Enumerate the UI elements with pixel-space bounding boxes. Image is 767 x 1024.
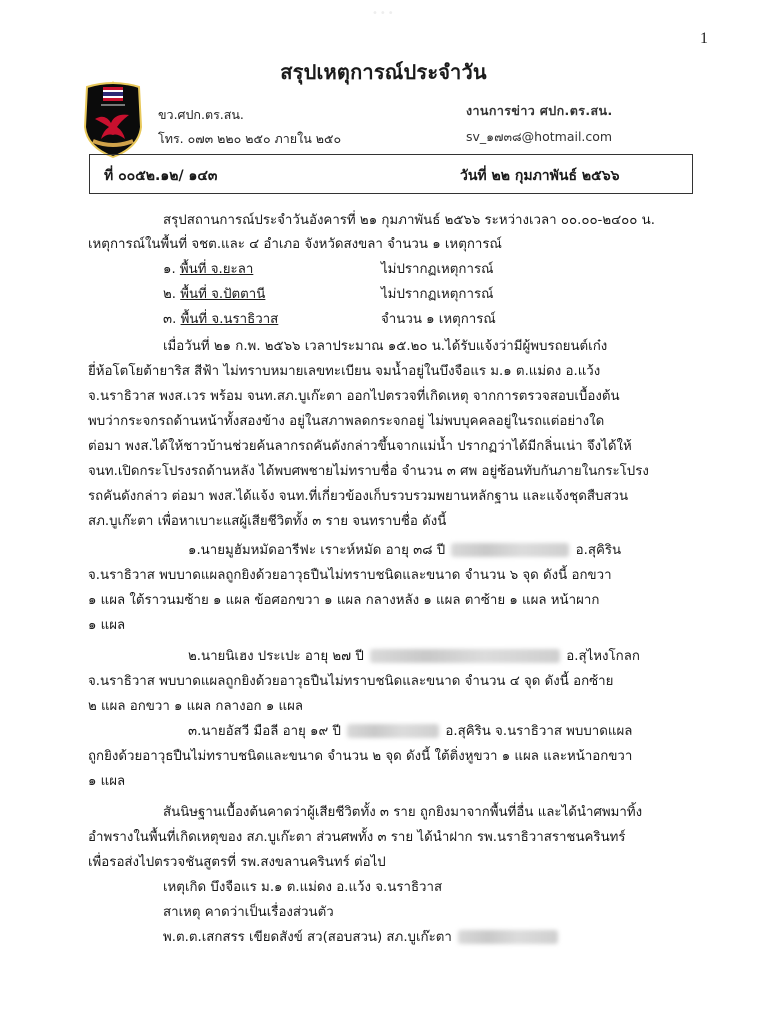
redacted-address: [370, 649, 560, 663]
incident-line: ยี่ห้อโตโยต้ายาริส สีฟ้า ไม่ทราบหมายเลขทะเบียน จมน้ำอยู่ในบึงจือแร ม.๑ ต.แม่ดง อ.แว้ง: [88, 364, 601, 379]
area-label: พื้นที่ จ.ปัตตานี: [180, 287, 266, 302]
victim-detail-line: จ.นราธิวาส พบบาดแผลถูกยิงด้วยอาวุธปืนไม่ทราบชนิดและขนาด จำนวน ๖ จุด ดังนี้ อกขวา: [88, 568, 612, 583]
victim-detail-line: ๒ แผล อกขวา ๑ แผล กลางอก ๑ แผล: [88, 699, 304, 714]
victim-1-heading: [188, 539, 621, 564]
summary-line: สรุปสถานการณ์ประจำวันอังคารที่ ๒๑ กุมภาพันธ์ ๒๕๖๖ ระหว่างเวลา ๐๐.๐๐-๒๔๐๐ น.: [163, 213, 655, 228]
document-title: สรุปเหตุการณ์ประจำวัน: [280, 60, 487, 84]
incident-cause: สาเหตุ คาดว่าเป็นเรื่องส่วนตัว: [163, 905, 334, 920]
summary-line: เหตุการณ์ในพื้นที่ จชต.และ ๔ อำเภอ จังหวัดสงขลา จำนวน ๑ เหตุการณ์: [88, 237, 502, 252]
reference-number: ที่ ๐๐๕๒.๑๒/ ๑๔๓: [104, 168, 218, 184]
investigating-officer: [163, 926, 560, 951]
victim-detail-line: ๑ แผล: [88, 774, 126, 789]
agency-name: ขว.ศปก.ตร.สน.: [158, 107, 244, 122]
incident-line: สภ.บูเก๊ะตา เพื่อหาเบาะแสผู้เสียชีวิตทั้ง ๓ ราย จนทราบชื่อ ดังนี้: [88, 514, 447, 529]
victim-detail-line: จ.นราธิวาส พบบาดแผลถูกยิงด้วยอาวุธปืนไม่ทราบชนิดและขนาด จำนวน ๔ จุด ดังนี้ อกซ้าย: [88, 674, 614, 689]
victim-detail-line: ถูกยิงด้วยอาวุธปืนไม่ทราบชนิดและขนาด จำนวน ๒ จุด ดังนี้ ใต้ติ่งหูขวา ๑ แผล และหน้าอกขวา: [88, 749, 633, 764]
area-index: ๓.: [163, 312, 177, 327]
victim-district: อ.สุคิริน: [575, 543, 622, 558]
area-index: ๑.: [163, 262, 176, 277]
victim-name-age: ๓.นายอัสวี มือลี อายุ ๑๙ ปี: [188, 724, 341, 739]
victim-district: อ.สุคิริน จ.นราธิวาส พบบาดแผล: [445, 724, 633, 739]
victim-name-age: ๑.นายมูฮัมหมัดอารีฟะ เราะห์หมัด อายุ ๓๘ ปี: [188, 543, 446, 558]
area-label: พื้นที่ จ.นราธิวาส: [180, 312, 279, 327]
reference-box: [89, 154, 693, 194]
victim-detail-line: ๑ แผล ใต้ราวนมซ้าย ๑ แผล ข้อศอกขวา ๑ แผล กลางหลัง ๑ แผล ตาซ้าย ๑ แผล หน้าผาก: [88, 593, 600, 608]
incident-line: พบว่ากระจกรถด้านหน้าทั้งสองข้าง อยู่ในสภาพลดกระจกอยู่ ไม่พบบุคคลอยู่ในรถแต่อย่างใด: [88, 414, 605, 429]
victim-detail-line: ๑ แผล: [88, 618, 126, 633]
agency-phone: โทร. ๐๗๓ ๒๒๐ ๒๕๐ ภายใน ๒๕๐: [158, 131, 342, 146]
page-number: 1: [700, 30, 708, 47]
area-row-yala: [163, 258, 494, 283]
document-body: [88, 209, 700, 969]
area-status: จำนวน ๑ เหตุการณ์: [381, 312, 496, 327]
assumption-line: เพื่อรอส่งไปตรวจชันสูตรที่ รพ.สงขลานครินทร์ ต่อไป: [88, 855, 386, 870]
top-dots-indicator: •••: [372, 8, 396, 19]
incident-line: รถคันดังกล่าว ต่อมา พงส.ได้แจ้ง จนท.ที่เกี่ยวข้องเก็บรวบรวมพยานหลักฐาน และแจ้งชุดสืบสวน: [88, 489, 629, 504]
assumption-line: สันนิษฐานเบื้องต้นคาดว่าผู้เสียชีวิตทั้ง ๓ ราย ถูกยิงมาจากพื้นที่อื่น และได้นำศพมาทิ้ง: [163, 805, 643, 820]
victim-2-heading: [188, 645, 640, 670]
officer-name: พ.ต.ต.เสกสรร เขียดสังข์ สว(สอบสวน) สภ.บูเก๊ะตา: [163, 930, 452, 945]
police-shield-logo-icon: [81, 79, 145, 159]
area-status: ไม่ปรากฏเหตุการณ์: [381, 287, 494, 302]
department-name: งานการข่าว ศปก.ตร.สน.: [466, 103, 613, 118]
area-row-pattani: [163, 283, 494, 308]
victim-name-age: ๒.นายนิเฮง ประเปะ อายุ ๒๗ ปี: [188, 649, 364, 664]
victim-district: อ.สุไหงโกลก: [566, 649, 640, 664]
contact-email: sv_๑๗๓๘@hotmail.com: [466, 129, 613, 144]
redacted-phone: [458, 930, 558, 944]
reference-date: วันที่ ๒๒ กุมภาพันธ์ ๒๕๖๖: [460, 168, 620, 184]
area-status: ไม่ปรากฏเหตุการณ์: [381, 262, 494, 277]
redacted-address: [347, 724, 439, 738]
incident-line: เมื่อวันที่ ๒๑ ก.พ. ๒๕๖๖ เวลาประมาณ ๑๕.๒๐ น.ได้รับแจ้งว่ามีผู้พบรถยนต์เก๋ง: [163, 339, 608, 354]
victim-3-heading: [188, 720, 632, 745]
redacted-address: [451, 543, 569, 557]
incident-line: จนท.เปิดกระโปรงรถด้านหลัง ได้พบศพชายไม่ทราบชื่อ จำนวน ๓ ศพ อยู่ซ้อนทับกันภายในกระโปรง: [88, 464, 649, 479]
incident-line: ต่อมา พงส.ได้ให้ชาวบ้านช่วยค้นลากรถคันดังกล่าวขึ้นจากแม่น้ำ ปรากฏว่าได้มีกลิ่นเน่า จึงได้ให้: [88, 439, 632, 454]
incident-location: เหตุเกิด บึงจือแร ม.๑ ต.แม่ดง อ.แว้ง จ.นราธิวาส: [163, 880, 443, 895]
area-index: ๒.: [163, 287, 176, 302]
incident-line: จ.นราธิวาส พงส.เวร พร้อม จนท.สภ.บูเก๊ะตา ออกไปตรวจที่เกิดเหตุ จากการตรวจสอบเบื้องต้น: [88, 389, 620, 404]
area-row-narathiwat: [163, 308, 496, 333]
assumption-line: อำพรางในพื้นที่เกิดเหตุของ สภ.บูเก๊ะตา ส่วนศพทั้ง ๓ ราย ได้นำฝาก รพ.นราธิวาสราชนครินทร์: [88, 830, 626, 845]
area-label: พื้นที่ จ.ยะลา: [179, 262, 254, 277]
